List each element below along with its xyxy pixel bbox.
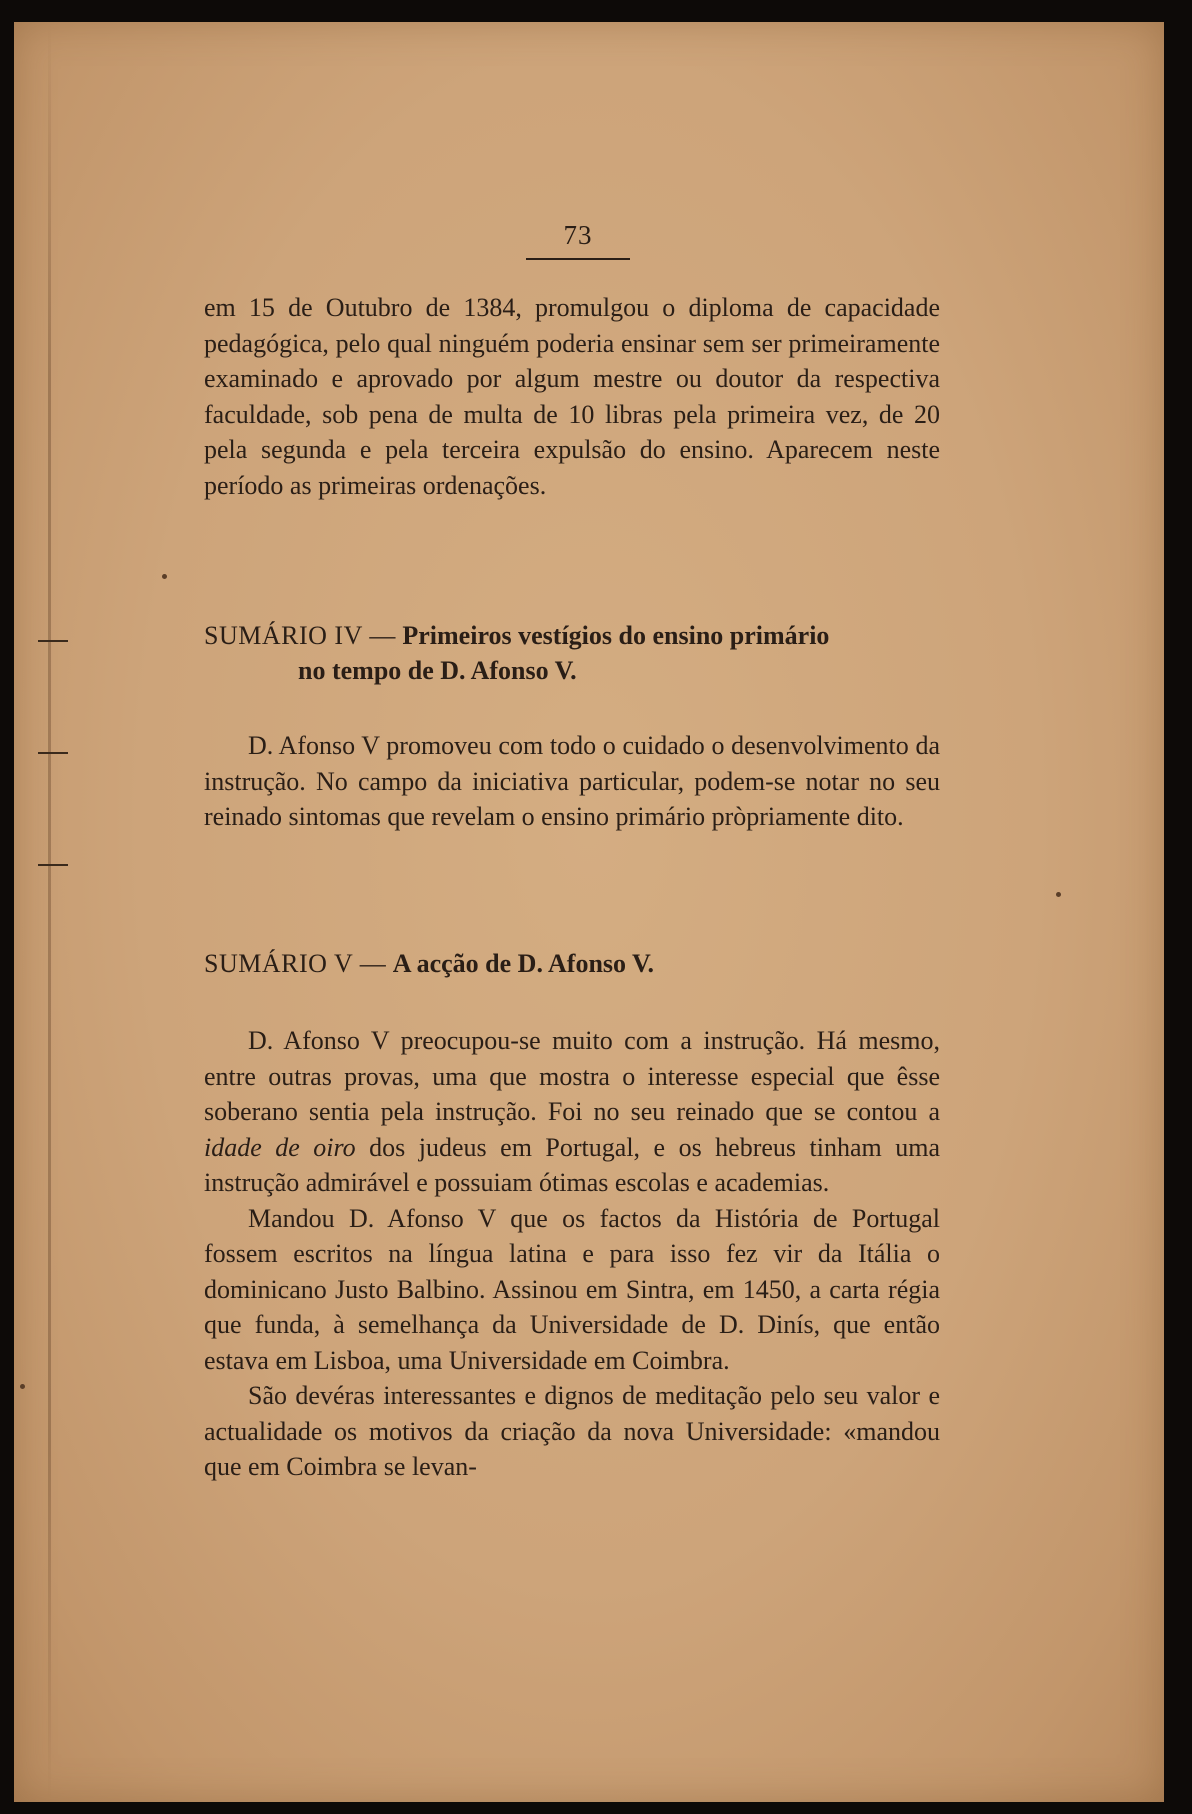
- ink-speck: [162, 574, 167, 579]
- section-5-paragraph-3: São devéras interessantes e dignos de meditação pelo seu valor e actualidade os motivos da criação da nova Universidade: «mandou que em Coimbra se levan-: [204, 1381, 940, 1481]
- intro-text: [204, 290, 940, 503]
- p1-after: dos judeus em Portugal, e os hebreus tinham uma instrução admirável e possuiam ótimas escolas e academias.: [204, 1132, 941, 1197]
- section-4-heading: [204, 618, 940, 688]
- section-5-title: A acção de D. Afonso V.: [392, 949, 654, 978]
- p1-before: D. Afonso V preocupou-se muito com a instrução. Há mesmo, entre outras provas, uma que mostra o interesse especial que êsse soberano sentia pela instrução. Foi no seu reinado que se contou a: [204, 1026, 940, 1126]
- section-4-label: SUMÁRIO IV —: [204, 621, 396, 650]
- section-5-text: [204, 1023, 940, 1485]
- ink-speck: [1056, 892, 1061, 897]
- page-fold: [48, 22, 51, 1802]
- fold-mark: [38, 640, 68, 642]
- page-number: 73: [563, 220, 593, 250]
- section-5-heading: [204, 946, 940, 981]
- section-4-title-cont: no tempo de D. Afonso V.: [298, 656, 577, 685]
- page-number-rule: [526, 258, 630, 260]
- section-4-text: [204, 728, 940, 835]
- fold-mark: [38, 864, 68, 866]
- fold-mark: [38, 752, 68, 754]
- section-5-paragraph-1: [204, 1023, 940, 1201]
- book-page: [14, 22, 1164, 1802]
- intro-paragraph: em 15 de Outubro de 1384, promulgou o diploma de capacidade pedagógica, pelo qual ninguém poderia ensinar sem ser primeiramente examinado e aprovado por algum mestre ou doutor da respectiva faculdade, sob pena de multa de 10 libras pela primeira vez, de 20 pela segunda e pela terceira expulsão do ensino. Aparecem neste período as primeiras ordenações.: [204, 293, 940, 500]
- section-5-paragraph-2: Mandou D. Afonso V que os factos da História de Portugal fossem escritos na língua latina e para isso fez vir da Itália o dominicano Justo Balbino. Assinou em Sintra, em 1450, a carta régia que funda, à semelhança da Universidade de D. Dinís, que então estava em Lisboa, uma Universidade em Coimbra.: [204, 1203, 940, 1375]
- section-4-paragraph: D. Afonso V promoveu com todo o cuidado o desenvolvimento da instrução. No campo da iniciativa particular, podem-se notar no seu reinado sintomas que revelam o ensino primário pròpriamente dito.: [204, 731, 940, 831]
- section-4-title: Primeiros vestígios do ensino primário: [402, 621, 830, 650]
- section-5-label: SUMÁRIO V —: [204, 949, 387, 978]
- p1-italic: idade de oiro: [204, 1132, 356, 1162]
- ink-speck: [20, 1384, 25, 1389]
